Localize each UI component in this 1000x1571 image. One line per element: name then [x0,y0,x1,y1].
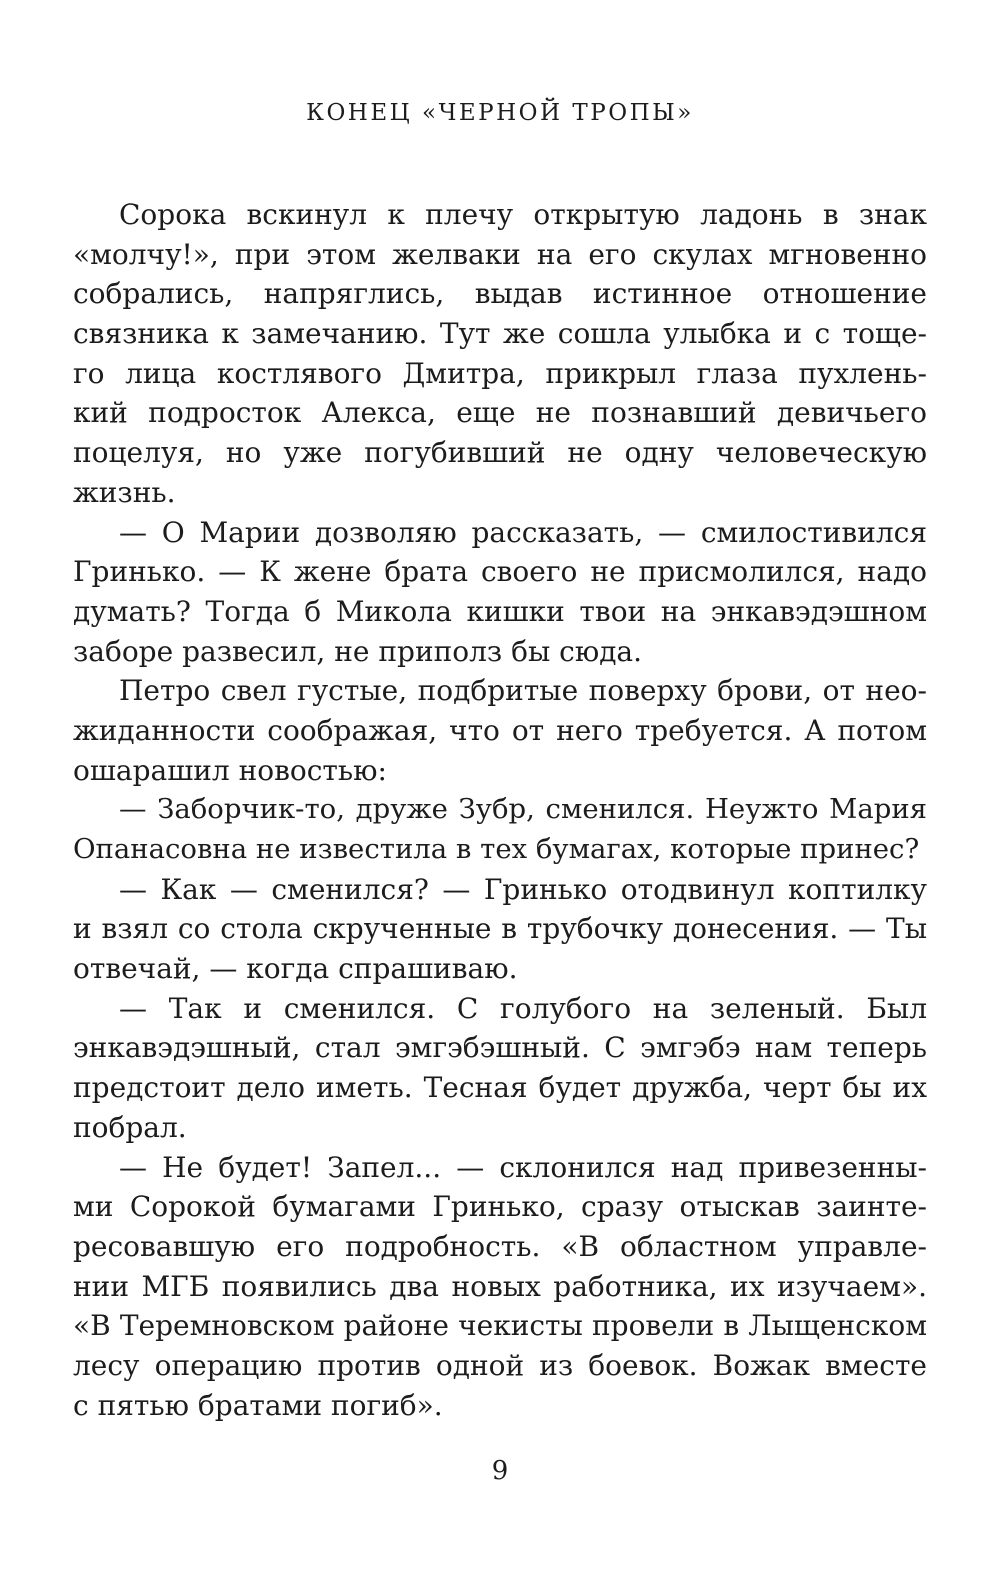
text-line: и взял со стола скрученные в трубочку донесения. — Ты [73,912,927,946]
body-text [73,195,927,1425]
text-line: Опанасовна не известила в тех бумагах, которые принес? [73,833,920,865]
text-line: нии МГБ появились два новых работника, их изучаем». [73,1269,927,1303]
text-line: — Так и сменился. С голубого на зеленый. Был [119,991,927,1025]
text-line: жиданности соображая, что от него требуется. А потом [73,713,927,747]
text-line: побрал. [73,1110,187,1144]
text-line: ресовавшую его подробность. «В областном управле- [73,1229,927,1263]
text-line: го лица костлявого Дмитра, прикрыл глаза пухлень- [73,356,927,390]
text-line: предстоит дело иметь. Тесная будет дружба, черт бы их [73,1071,927,1105]
text-line: лесу операцию против одной из боевок. Вожак вместе [73,1348,927,1382]
text-line: думать? Тогда б Микола кишки твои на энкавэдэшном [73,594,927,628]
text-line: энкавэдэшный, стал эмгэбэшный. С эмгэбэ нам теперь [73,1031,927,1065]
text-line: — О Марии дозволяю рассказать, — смилостивился [119,515,927,549]
text-line: кий подросток Алекса, еще не познавший девичьего [73,396,927,430]
text-line: Сорока вскинул к плечу открытую ладонь в знак [119,198,927,231]
text-line: ошарашил новостью: [73,753,387,787]
text-line: — Заборчик-то, друже Зубр, сменился. Неужто Мария [119,793,927,826]
page-number: 9 [491,1456,509,1486]
text-line: отвечай, — когда спрашиваю. [73,952,518,986]
text-line: жизнь. [73,475,176,509]
text-line: — Как — сменился? — Гринько отодвинул коптилку [119,872,927,906]
running-head: КОНЕЦ «ЧЕРНОЙ ТРОПЫ» [306,100,694,126]
text-line: поцелуя, но уже погубивший не одну человеческую [73,436,927,470]
text-line: собрались, напряглись, выдав истинное отношение [73,277,927,311]
text-line: «В Теремновском районе чекисты провели в Лыщенском [73,1309,927,1343]
text-line: Гринько. — К жене брата своего не присмолился, надо [73,555,927,589]
text-line: с пятью братами погиб». [73,1388,443,1422]
text-line: ми Сорокой бумагами Гринько, сразу отыскав заинте- [73,1190,927,1224]
text-line: связника к замечанию. Тут же сошла улыбка и с тоще- [73,317,927,351]
text-line: Петро свел густые, подбритые поверху брови, от нео- [119,674,927,708]
text-line: «молчу!», при этом желваки на его скулах мгновенно [73,237,927,271]
text-line: заборе развесил, не приполз бы сюда. [73,634,643,668]
text-line: — Не будет! Запел... — склонился над привезенны- [119,1150,927,1184]
